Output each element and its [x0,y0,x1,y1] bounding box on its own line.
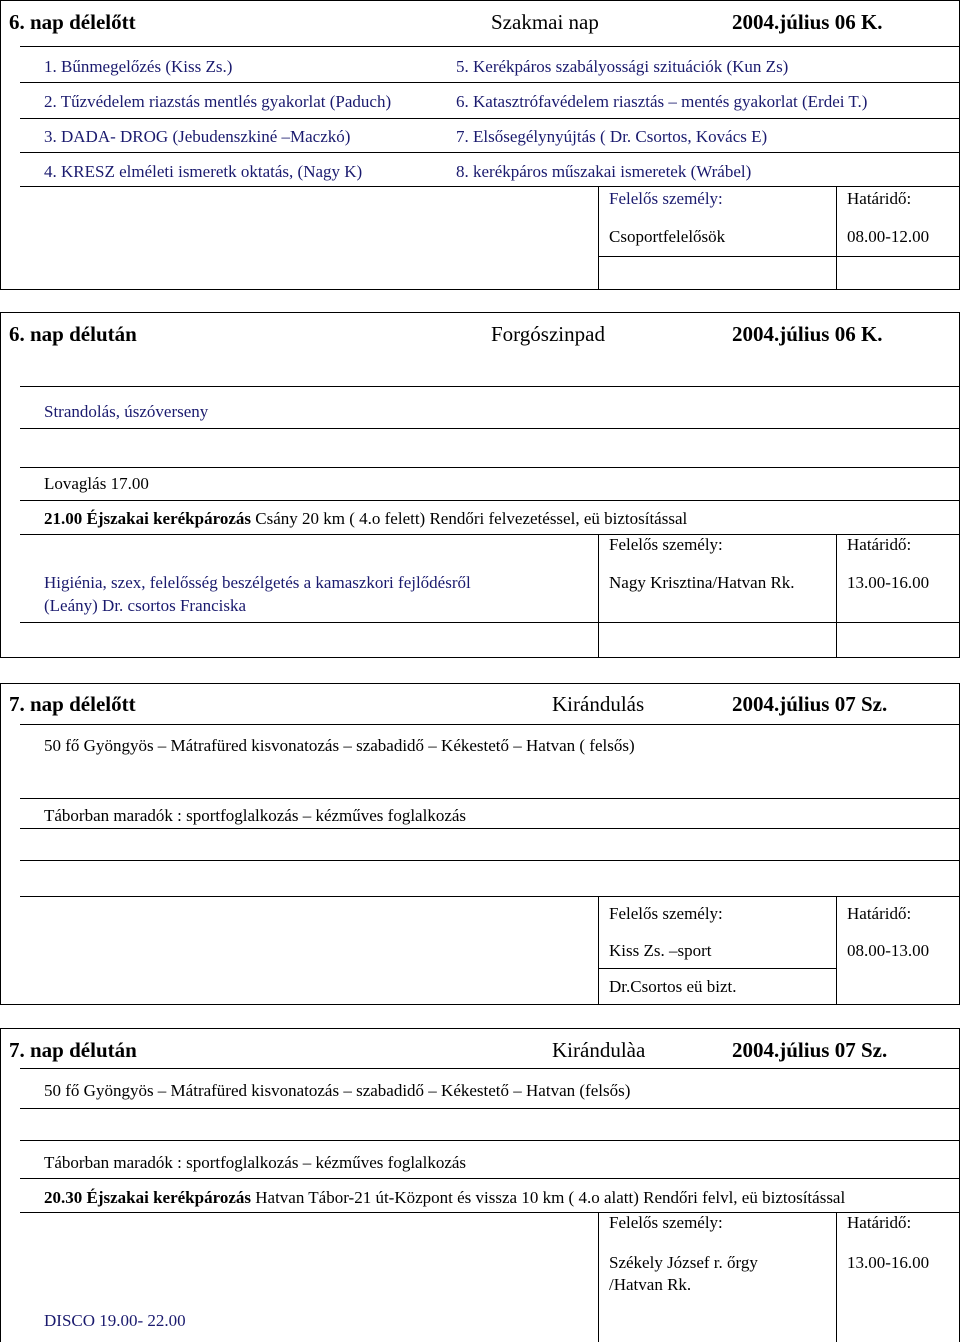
section-type: Forgószinpad [491,322,605,346]
list-item: 4. KRESZ elméleti ismeretk oktatás, (Nagy K) [44,162,363,181]
row-divider [20,386,960,387]
activity-line-rest: Hatvan Tábor-21 út-Központ és vissza 10 km ( 4.o alatt) Rendőri felvl, eü biztosítással [251,1188,846,1207]
col-divider [836,534,837,658]
row-divider [20,186,960,187]
section-day7-afternoon [0,1028,960,1342]
list-item: 8. kerékpáros műszakai ismeretek (Wrábel) [456,162,752,181]
row-divider [20,467,960,468]
row-divider [20,534,960,535]
row-divider [20,46,960,47]
deadline-label: Határidő: [847,1213,912,1232]
activity-line: 50 fő Gyöngyös – Mátrafüred kisvonatozás – szabadidő – Kékestető – Hatvan (felsős) [44,1081,631,1100]
activity-line: Higiénia, szex, felelősség beszélgetés a kamaszkori fejlődésről [44,573,471,592]
activity-line: 50 fő Gyöngyös – Mátrafüred kisvonatozás – szabadidő – Kékestető – Hatvan ( felsős) [44,736,635,755]
row-divider [20,1212,960,1213]
section-date: 2004.július 06 K. [732,10,883,34]
col-divider [598,534,599,658]
row-divider [20,500,960,501]
section-day7-morning [0,683,960,1005]
list-item: 1. Bűnmegelőzés (Kiss Zs.) [44,57,233,76]
row-divider [20,1108,960,1109]
section-type: Kirándulàa [552,1038,646,1062]
row-divider [598,256,960,257]
activity-line [44,509,687,529]
section-date: 2004.július 07 Sz. [732,692,888,716]
activity-line: Strandolás, úszóverseny [44,402,209,421]
deadline-label: Határidő: [847,535,912,554]
row-divider [20,622,960,623]
responsible-label: Felelős személy: [609,1213,723,1232]
list-item: 7. Elsősegélynyújtás ( Dr. Csortos, Kovács E) [456,127,768,146]
deadline-value: 08.00-12.00 [847,227,930,246]
section-type: Kirándulás [552,692,645,716]
section-type: Szakmai nap [491,10,599,34]
deadline-label: Határidő: [847,904,912,923]
responsible-label: Felelős személy: [609,535,723,554]
section-date: 2004.július 06 K. [732,322,883,346]
row-divider [20,860,960,861]
list-item: 5. Kerékpáros szabályossági szituációk (Kun Zs) [456,57,789,76]
section-title: 7. nap délután [9,1038,137,1062]
disco-line: DISCO 19.00- 22.00 [44,1311,186,1330]
col-divider [598,1212,599,1342]
row-divider [20,724,960,725]
row-divider [20,152,960,153]
col-divider [836,896,837,1005]
responsible-value: Dr.Csortos eü bizt. [609,977,737,996]
responsible-value: Csoportfelelősök [609,227,726,246]
activity-line: Táborban maradók : sportfoglalkozás – kézműves foglalkozás [44,1153,467,1172]
section-date: 2004.július 07 Sz. [732,1038,888,1062]
row-divider [20,1140,960,1141]
activity-line: Lovaglás 17.00 [44,474,149,493]
section-title: 6. nap délután [9,322,137,346]
list-item: 6. Katasztrófavédelem riasztás – mentés gyakorlat (Erdei T.) [456,92,868,111]
responsible-value: Székely József r. őrgy [609,1253,758,1272]
activity-line [44,1188,845,1208]
activity-line: (Leány) Dr. csortos Franciska [44,596,247,615]
responsible-value: Kiss Zs. –sport [609,941,712,960]
responsible-value: Nagy Krisztina/Hatvan Rk. [609,573,795,592]
row-divider [20,896,960,897]
row-divider [20,1178,960,1179]
col-divider [836,186,837,290]
activity-line: Táborban maradók : sportfoglalkozás – kézműves foglalkozás [44,806,467,825]
list-item: 2. Tűzvédelem riazstás mentlés gyakorlat (Paduch) [44,92,392,111]
activity-line-bold: 21.00 Éjszakai kerékpározás [44,509,251,528]
activity-line-rest: Csány 20 km ( 4.o felett) Rendőri felvezetéssel, eü biztosítással [251,509,688,528]
row-divider [20,82,960,83]
section-title: 6. nap délelőtt [9,10,136,34]
list-item: 3. DADA- DROG (Jebudenszkiné –Maczkó) [44,127,351,146]
col-divider [836,1212,837,1342]
col-divider [598,186,599,290]
deadline-value: 13.00-16.00 [847,573,930,592]
responsible-label: Felelős személy: [609,904,723,923]
row-divider [20,118,960,119]
responsible-label: Felelős személy: [609,189,723,208]
row-divider [598,968,836,969]
deadline-label: Határidő: [847,189,912,208]
row-divider [20,428,960,429]
section-title: 7. nap délelőtt [9,692,136,716]
col-divider [598,896,599,1005]
row-divider [20,828,960,829]
deadline-value: 13.00-16.00 [847,1253,930,1272]
row-divider [20,798,960,799]
activity-line-bold: 20.30 Éjszakai kerékpározás [44,1188,251,1207]
deadline-value: 08.00-13.00 [847,941,930,960]
row-divider [20,1068,960,1069]
responsible-value: /Hatvan Rk. [609,1275,692,1294]
